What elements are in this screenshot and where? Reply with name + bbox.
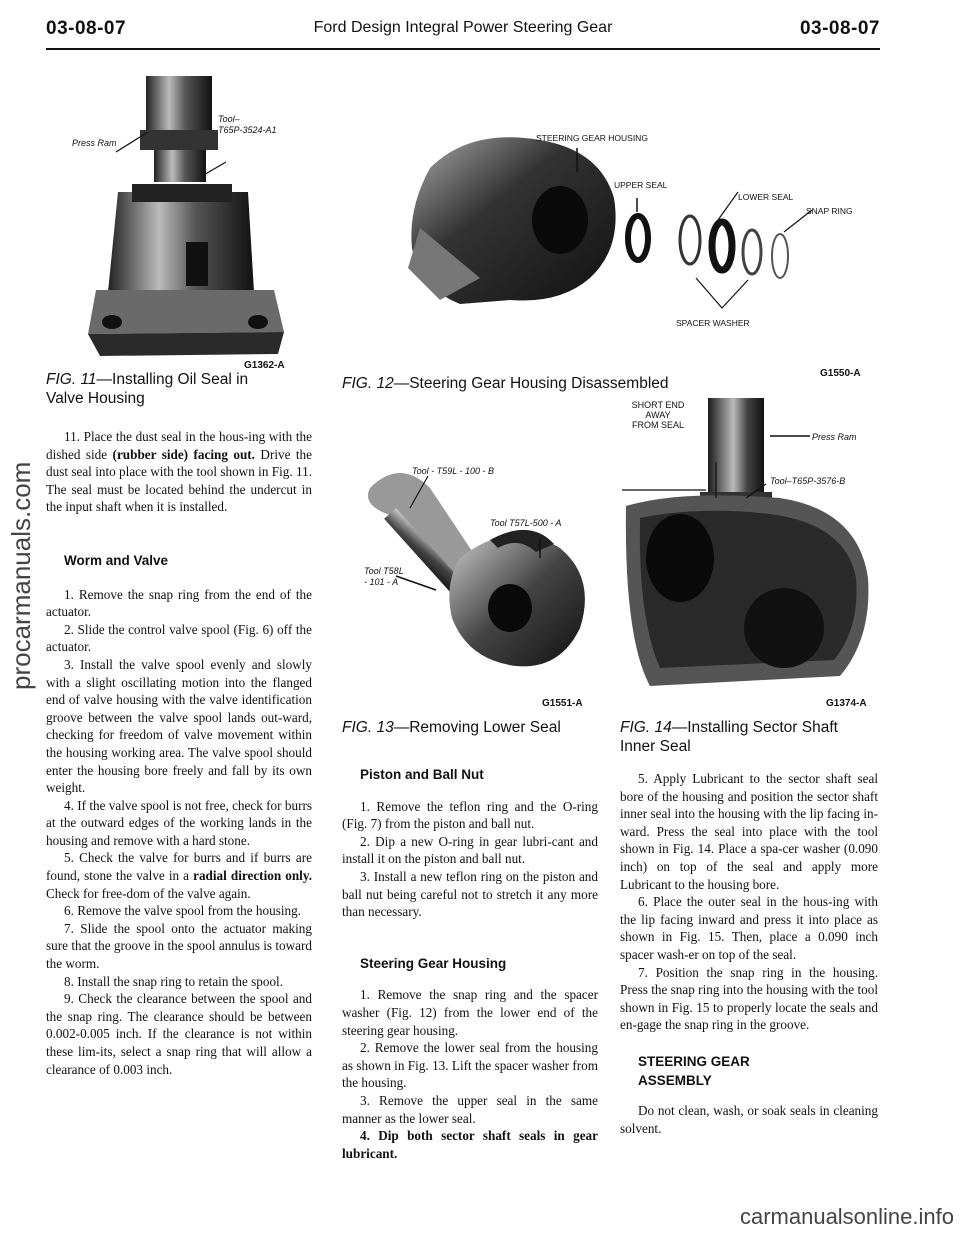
- sector-step-6: 6. Place the outer seal in the hous-ing with the lip facing inward and press it into place as shown in Fig. 15. Then, place a 0.090 inch spacer wash-er on top of the seal.: [620, 894, 878, 962]
- heading-steering-gear-housing: Steering Gear Housing: [360, 955, 507, 971]
- side-watermark[interactable]: procarmanuals.com: [6, 461, 36, 690]
- fig14-caption: [620, 718, 880, 756]
- footer-watermark[interactable]: carmanualsonline.info: [739, 1204, 954, 1229]
- fig13-caption: [342, 718, 612, 737]
- fig12-code: G1550-A: [820, 368, 861, 379]
- fig14-caption-text2: Inner Seal: [620, 738, 691, 755]
- step-11-text-bold: (rubber side) facing out.: [112, 446, 255, 462]
- fig12-label-snap-ring: SNAP RING: [806, 206, 853, 216]
- step-11-text-c: Drive the dust seal into place with the tool shown in Fig. 11. The seal must be located behind the undercut in the input shaft when it is installed.: [46, 446, 312, 515]
- worm-step-2: 2. Slide the control valve spool (Fig. 6) off the actuator.: [46, 621, 312, 655]
- step-11: [46, 428, 312, 516]
- worm-step-3: 3. Install the valve spool evenly and slowly with a slight oscillating motion into the flanged end of valve housing with the valve identification groove between the valve spool lands out-ward, checking for freedom of valve movement within the housing working area. The valve spool should enter the housing bore freely and fall by its own weight.: [46, 656, 312, 796]
- housing-step-3: 3. Remove the upper seal in the same manner as the lower seal.: [342, 1092, 598, 1126]
- heading-steering-gear-assembly: STEERING GEAR ASSEMBLY: [638, 1053, 750, 1088]
- column-3: [620, 770, 878, 1137]
- fig11-caption: [46, 370, 326, 408]
- fig12-label-spacer-washer: SPACER WASHER: [676, 318, 750, 328]
- worm-step-4: 4. If the valve spool is not free, check for burrs at the outward edges of the working lands in the housing and remove with a hard stone.: [46, 797, 312, 848]
- worm-step-8: 8. Install the snap ring to retain the spool.: [64, 973, 284, 989]
- piston-step-1: 1. Remove the teflon ring and the O-ring (Fig. 7) from the piston and ball nut.: [342, 798, 598, 832]
- fig13-label-tool3: Tool T58L - 101 - A: [364, 566, 404, 587]
- fig11-caption-text: —Installing Oil Seal in: [96, 371, 249, 388]
- housing-step-2: 2. Remove the lower seal from the housing as shown in Fig. 13. Lift the spacer washer from the housing.: [342, 1040, 598, 1091]
- piston-step-3: 3. Install a new teflon ring on the piston and ball nut being careful not to stretch it any more than necessary.: [342, 868, 598, 920]
- column-2: [342, 766, 598, 1162]
- fig11-code: G1362-A: [244, 360, 285, 371]
- fig12-label-upper-seal: UPPER SEAL: [614, 180, 668, 190]
- fig13-caption-fig: FIG. 13: [342, 719, 394, 736]
- page-number-left: 03-08-07: [46, 18, 127, 39]
- fig13-caption-text: —Removing Lower Seal: [393, 719, 561, 736]
- column-1: [46, 428, 312, 1078]
- fig11-caption-text2: Valve Housing: [46, 390, 145, 407]
- worm-step-7: 7. Slide the spool onto the actuator making sure that the groove in the spool annulus is toward the worm.: [46, 920, 312, 972]
- heading-worm-and-valve: Worm and Valve: [64, 552, 169, 568]
- fig12-caption-text: —Steering Gear Housing Disassembled: [393, 375, 669, 392]
- page-number-right: 03-08-07: [799, 18, 880, 39]
- fig11-caption-fig: FIG. 11: [46, 371, 97, 388]
- fig14-code: G1374-A: [826, 698, 867, 709]
- fig12-caption: [342, 374, 792, 393]
- fig13-label-tool2: Tool T57L-500 - A: [490, 518, 562, 528]
- fig11-label-press-ram: Press Ram: [72, 138, 117, 148]
- fig13-code: G1551-A: [542, 698, 583, 709]
- sector-step-7: 7. Position the snap ring in the housing. Press the snap ring into the housing with the tool shown in Fig. 15 to properly locate the seals and en-gage the snap ring in the groove.: [620, 964, 878, 1033]
- fig14-caption-fig: FIG. 14: [620, 719, 672, 736]
- fig13-label-tool1: Tool - T59L - 100 - B: [412, 466, 495, 476]
- fig14-label-short-end: SHORT END AWAY FROM SEAL: [631, 400, 685, 430]
- housing-step-4: 4. Dip both sector shaft seals in gear lubricant.: [342, 1128, 598, 1161]
- worm-step-5: [46, 849, 312, 902]
- worm-step-5-text-c: Check for free-dom of the valve again.: [46, 885, 251, 901]
- fig14-photo: [620, 398, 880, 698]
- assembly-note: Do not clean, wash, or soak seals in cleaning solvent.: [620, 1102, 878, 1136]
- worm-step-5-text-a: 5. Check the valve for burrs and if burrs are found, stone the valve in a: [46, 850, 312, 884]
- worm-step-1: 1. Remove the snap ring from the end of the actuator.: [46, 586, 312, 620]
- piston-step-2: 2. Dip a new O-ring in gear lubri-cant and install it on the piston and ball nut.: [342, 833, 598, 867]
- fig14-caption-text: —Installing Sector Shaft: [671, 719, 838, 736]
- fig14-label-tool: Tool–T65P-3576-B: [770, 476, 846, 486]
- fig12-photo: [400, 128, 870, 338]
- fig12-label-lower-seal: LOWER SEAL: [738, 192, 794, 202]
- worm-step-9: 9. Check the clearance between the spool and the snap ring. The clearance should be between 0.002-0.005 inch. If the clearance is not within these lim-its, select a snap ring that will allow a clearance of 0.003 inch.: [46, 991, 312, 1077]
- worm-step-5-text-bold: radial direction only.: [193, 868, 312, 884]
- heading-piston-and-ball-nut: Piston and Ball Nut: [360, 767, 484, 782]
- page-header: [46, 18, 880, 50]
- step-11-text-a: 11. Place the dust seal in the hous-ing with the dished side: [46, 429, 312, 462]
- worm-step-6: 6. Remove the valve spool from the housing.: [64, 903, 301, 919]
- page-title: Ford Design Integral Power Steering Gear: [313, 19, 613, 36]
- fig12-label-housing: STEERING GEAR HOUSING: [536, 133, 648, 143]
- fig12-caption-fig: FIG. 12: [342, 375, 394, 392]
- fig14-label-press-ram: Press Ram: [812, 432, 857, 442]
- sector-step-5: 5. Apply Lubricant to the sector shaft seal bore of the housing and position the sector shaft inner seal into the housing with the lip facing in-ward. Press the seal into place with the tool shown in Fig. 14. Place a spa-cer washer (0.090 inch) on top of the seal and apply more Lubricant to the housing bore.: [620, 771, 878, 892]
- fig11-label-tool: Tool– T65P-3524-A1: [218, 114, 277, 135]
- housing-step-1: 1. Remove the snap ring and the spacer washer (Fig. 12) from the lower end of the steering gear housing.: [342, 987, 598, 1038]
